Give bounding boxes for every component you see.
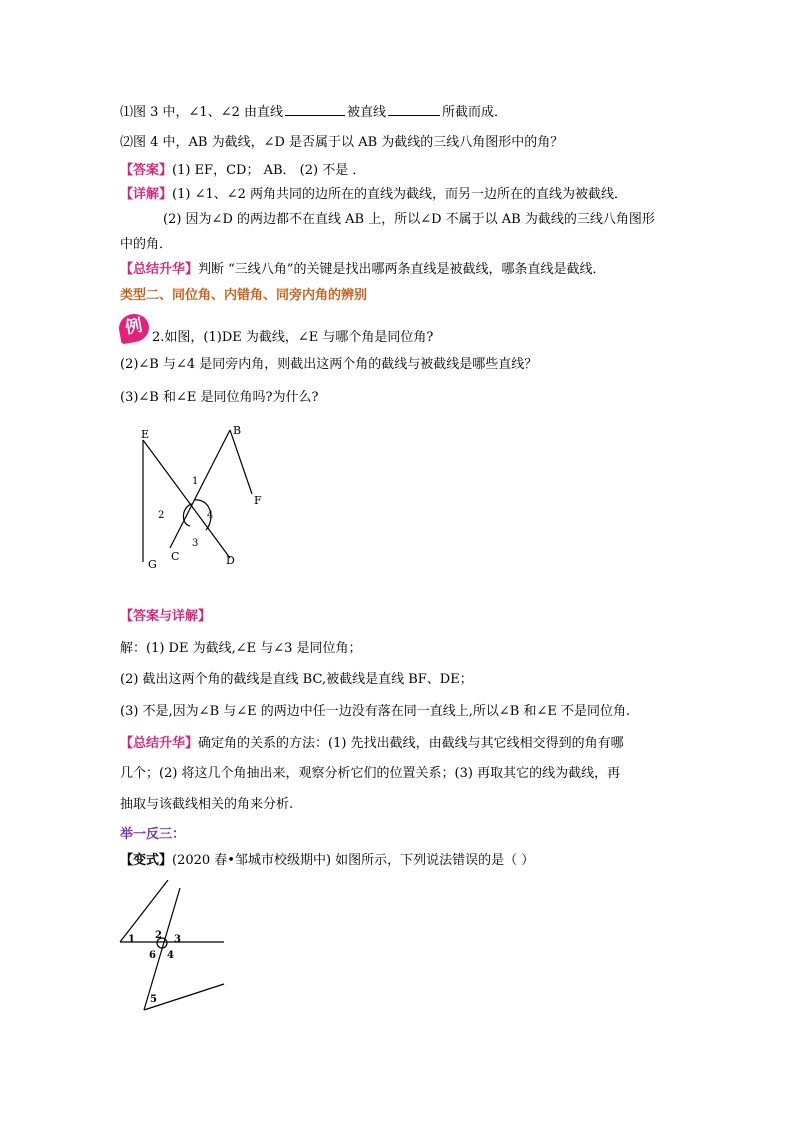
answer2-line3: (3) 不是,因为∠B 与∠E 的两边中任一边没有落在同一直线上,所以∠B 和∠E 不是同位角.	[120, 704, 631, 719]
figure-variant	[110, 880, 240, 1015]
summary1: 【总结升华】判断 “三线八角”的关键是找出哪两条直线是被截线，哪条直线是截线．	[120, 262, 606, 277]
blank-1	[285, 103, 345, 116]
label-angle-3: 3	[174, 934, 181, 945]
detail1-line2: (2) 因为∠D 的两边都不在直线 AB 上，所以∠D 不属于以 AB 为截线的三线八角图形	[163, 212, 655, 227]
answer2-line1: 解：(1) DE 为截线,∠E 与∠3 是同位角；	[120, 641, 362, 656]
figure-angles	[130, 418, 280, 578]
practice-question: 【变式】(2020 春•邹城市校级期中) 如图所示，下列说法错误的是（ ）	[120, 853, 535, 868]
label-angle-1: 1	[128, 934, 135, 945]
line-bf	[230, 430, 252, 494]
summary2: 【总结升华】确定角的关系的方法：(1) 先找出截线，由截线与其它线相交得到的角有哪	[120, 736, 624, 751]
blank-2	[388, 103, 440, 116]
q1-line2: ⑵图 4 中，AB 为截线，∠D 是否属于以 AB 为截线的三线八角图形中的角？	[120, 135, 564, 150]
summary2-line3: 抽取与该截线相关的角来分析.	[120, 797, 294, 812]
label-angle-4: 4	[207, 510, 214, 521]
example-badge: 例	[117, 312, 151, 345]
label-angle-2: 2	[158, 510, 165, 521]
label-d: D	[226, 554, 235, 567]
label-angle-6: 6	[149, 950, 156, 961]
label-c: C	[171, 550, 180, 563]
label-angle-1: 1	[192, 476, 199, 487]
label-angle-5: 5	[150, 994, 157, 1005]
section2-title: 类型二、同位角、内错角、同旁内角的辨别	[120, 288, 368, 303]
example-line3: (3)∠B 和∠E 是同位角吗?为什么?	[120, 390, 319, 405]
label-angle-3: 3	[192, 538, 199, 549]
practice-title: 举一反三：	[120, 827, 186, 842]
detail1-line3: 中的角．	[120, 237, 173, 252]
answer2-tag: 【答案与详解】	[120, 609, 212, 624]
line-middle	[144, 888, 180, 1010]
detail1: 【详解】(1) ∠1、∠2 两角共同的边所在的直线为截线，而另一边所在的直线为被截线．	[120, 187, 628, 202]
line-ed	[143, 440, 230, 558]
summary2-line2: 几个；(2) 将这几个角抽出来，观察分析它们的位置关系；(3) 再取其它的线为截线，再	[120, 766, 621, 781]
label-e: E	[141, 428, 150, 441]
label-f: F	[254, 494, 262, 507]
answer1: 【答案】(1) EF，CD； AB． (2) 不是 ．	[120, 163, 366, 178]
answer2-line2: (2) 截出这两个角的截线是直线 BC,被截线是直线 BF、DE；	[120, 672, 473, 687]
label-angle-4: 4	[167, 950, 174, 961]
label-g: G	[148, 558, 157, 571]
q1-line1: ⑴图 3 中，∠1、∠2 由直线 被直线 所截而成．	[120, 105, 508, 120]
label-b: B	[233, 424, 242, 437]
example-line2: (2)∠B 与∠4 是同旁内角，则截出这两个角的截线与被截线是哪些直线？	[120, 357, 538, 372]
example-line1: 2.如图，(1)DE 为截线，∠E 与哪个角是同位角?	[152, 330, 434, 345]
label-angle-2: 2	[155, 930, 162, 941]
